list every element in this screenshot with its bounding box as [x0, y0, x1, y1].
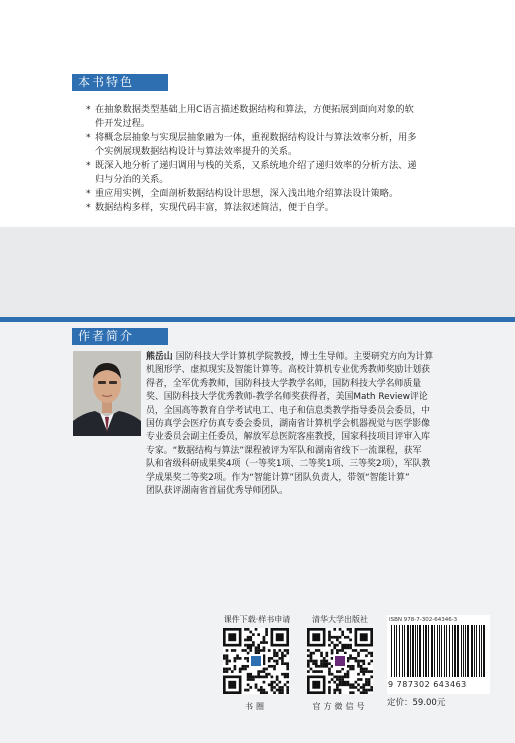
feature-line: * 在抽象数据类型基础上用C语言描述数据结构和算法，方便拓展到面向对象的软 [86, 104, 414, 115]
bio-line: 熊岳山 国防科技大学计算机学院教授，博士生导师。主要研究方向为计算 [146, 352, 434, 362]
bio-line: 得者，全军优秀教师，国防科技大学教学名师，国防科技大学名师质量 [146, 378, 422, 389]
feature-line: * 重应用实例，全面剖析数据结构设计思想，深入浅出地介绍算法设计策略。 [86, 188, 399, 199]
bio-line: 学成果奖二等奖2项。作为“智能计算”团队负责人，带领“智能计算” [146, 472, 410, 483]
feature-line: * 将概念层抽象与实现层抽象融为一体，重视数据结构设计与算法效率分析，用多 [86, 132, 417, 143]
feature-line: * 既深入地分析了递归调用与栈的关系，又系统地介绍了递归效率的分析方法、递 [86, 160, 417, 171]
divider-line-2 [0, 319, 515, 322]
bio-line: 奖、国防科技大学优秀教师-教学名师奖获得者，美国Math Review评论 [146, 392, 428, 403]
portrait-image [73, 351, 141, 436]
feature-line: * 数据结构多样，实现代码丰富，算法叙述简洁，便于自学。 [86, 202, 334, 213]
bio-line: 专业委员会副主任委员，解放军总医院客座教授，国家科技项目评审入库 [146, 432, 430, 443]
bio-line: 团队获评湖南省首届优秀导师团队。 [146, 486, 288, 497]
bullet-star: * [86, 104, 91, 115]
features-list [86, 103, 432, 215]
feature-line: 归与分治的关系。 [95, 174, 169, 185]
qr-code-icon [307, 628, 373, 694]
isbn-number: 9 787302 643463 [388, 680, 467, 689]
qr-right-code[interactable] [307, 628, 373, 694]
bio-line: 机图形学、虚拟现实及智能计算等。高校计算机专业优秀教师奖励计划获 [146, 365, 430, 376]
bio-line: 国仿真学会医疗仿真专委会委员，湖南省计算机学会机器视觉与医学影像 [146, 419, 430, 430]
bullet-star: * [86, 132, 91, 143]
bullet-star: * [86, 188, 91, 199]
features-heading: 本书特色 [72, 74, 168, 91]
bio-line: 队和省级科研成果奖4项（一等奖1项、二等奖1项、三等奖2项），军队教 [146, 459, 431, 470]
bio-line: 员，全国高等教育自学考试电工、电子和信息类教学指导委员会委员，中 [146, 405, 430, 416]
bio-line: 专家。“数据结构与算法”课程被评为军队和湖南省线下一流课程，获军 [146, 445, 422, 456]
author-heading: 作者简介 [72, 328, 168, 345]
qr-code-icon [223, 628, 289, 694]
feature-line: 件开发过程。 [95, 118, 151, 129]
isbn-text: ISBN 978-7-302-64346-3 [389, 617, 458, 623]
qr-left-caption: 书圈 [245, 702, 267, 711]
qr-left-title: 课件下载·样书申请 [223, 615, 291, 624]
qr-right-caption: 官方微信号 [312, 702, 368, 711]
author-bio [146, 351, 442, 498]
qr-left-code[interactable] [223, 628, 289, 694]
gray-band [0, 227, 515, 319]
author-name: 熊岳山 [146, 352, 176, 362]
feature-line: 个实例展现数据结构设计与算法效率提升的关系。 [95, 146, 298, 157]
bullet-star: * [86, 160, 91, 171]
author-portrait [73, 351, 141, 436]
price-label: 定价：59.00元 [387, 698, 446, 708]
barcode-icon [387, 625, 490, 687]
qr-right-title: 清华大学出版社 [312, 615, 368, 624]
bullet-star: * [86, 202, 91, 213]
